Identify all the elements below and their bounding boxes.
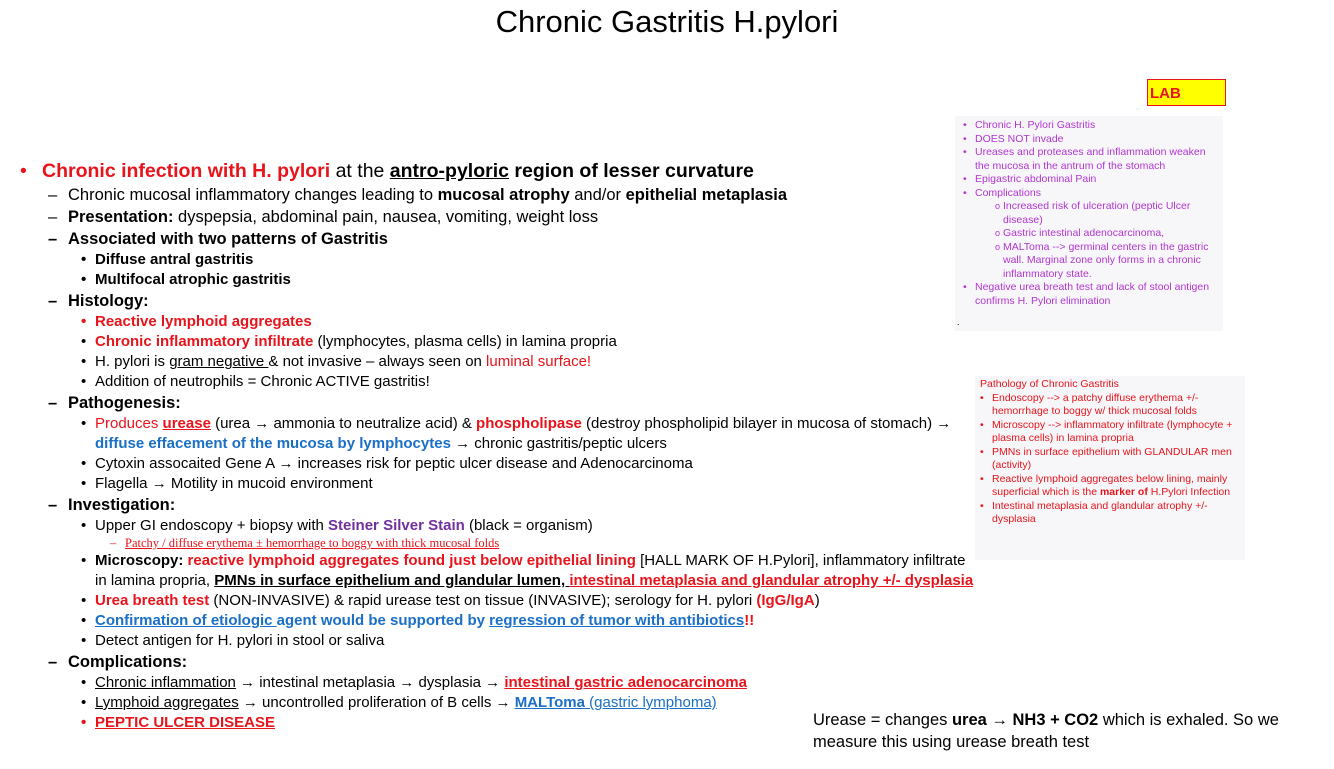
purple-side-note [955, 116, 1223, 331]
outline-sub-bullet: • Detect antigen for H. pylori in stool or saliva [20, 631, 980, 651]
page-title: Chronic Gastritis H.pylori [495, 4, 839, 39]
section-histology: – Histology: [20, 290, 980, 312]
lab-badge: LAB [1147, 79, 1226, 106]
text: (NON-INVASIVE) & rapid urease test on tissue (INVASIVE); serology for H. pylori [209, 592, 757, 609]
text-red-bold: !! [744, 612, 755, 629]
red-note-bold: marker of [1099, 486, 1148, 498]
outline-sub-bullet: • Cytoxin assocaited Gene A → increases risk for peptic ulcer disease and Adenocarcinoma [20, 454, 980, 474]
text: Chronic mucosal inflammatory changes leading to [68, 186, 438, 204]
text: (urea → ammonia to neutralize acid) & [210, 415, 477, 432]
text-red: Produces [95, 415, 163, 432]
outline-sub-bullet [20, 332, 980, 352]
text-underlined: Lymphoid aggregates [95, 694, 239, 711]
text-blue-underlined: Confirmation of etiologic [95, 612, 277, 629]
text: → intestinal metaplasia → dysplasia → [235, 674, 505, 691]
text: (destroy phospholipid bilayer in mucosa of stomach) → [581, 415, 952, 432]
text: [HALL MARK OF H.Pylori], inflammatory infiltrate [635, 552, 966, 569]
text-red-underlined: urease [162, 415, 211, 432]
text-bold: Microscopy: [95, 552, 188, 569]
text: at the [330, 160, 390, 182]
purple-note-subitem: o Gastric intestinal adenocarcinoma, [955, 227, 1223, 241]
text-blue-bold: diffuse effacement of the mucosa by lymphocytes [95, 435, 451, 452]
section-pathogenesis: – Pathogenesis: [20, 392, 980, 414]
outline-sub-bullet: • Flagella → Motility in mucoid environment [20, 474, 980, 494]
section-complications: – Complications: [20, 651, 980, 673]
text-bold: epithelial metaplasia [625, 186, 788, 204]
text: (black = organism) [464, 517, 593, 534]
text: & not invasive – always seen on [268, 353, 487, 370]
outline-sub-sub-item: – Patchy / diffuse erythema ± hemorrhage to boggy with thick mucosal folds [20, 536, 980, 551]
text: and/or [569, 186, 626, 204]
red-note-item: • PMNs in surface epithelium with GLANDULAR men (activity) [975, 446, 1245, 473]
outline-sub-bullet [20, 551, 980, 591]
text-underlined: antro-pyloric [389, 160, 509, 182]
text-red: luminal surface! [486, 353, 592, 370]
text-red-bold-underlined: intestinal metaplasia and glandular atrophy +/- dysplasia [569, 572, 974, 589]
outline-sub-bullet [20, 352, 980, 372]
text-bold: mucosal atrophy [437, 186, 570, 204]
purple-note-subitem: o Increased risk of ulceration (peptic Ulcer disease) [955, 200, 1223, 227]
outline-sub-bullet: • Addition of neutrophils = Chronic ACTIVE gastritis! [20, 372, 980, 392]
text-bold: urea → NH3 + CO2 [951, 711, 1099, 729]
text: H. pylori is [95, 353, 170, 370]
outline-sub-bullet [20, 591, 980, 611]
text-red-bold-underlined: intestinal gastric adenocarcinoma [504, 674, 747, 691]
red-note-text: Reactive lymphoid aggregates below lining, mainly superficial which is the [992, 472, 1228, 498]
outline-sub-bullet: • PEPTIC ULCER DISEASE [20, 713, 980, 733]
main-bullet [20, 158, 980, 184]
outline-sub-bullet: • Diffuse antral gastritis [20, 250, 980, 270]
text-blue-underlined: (gastric lymphoma) [584, 694, 717, 711]
bottom-note [813, 709, 1323, 753]
text-red-bold: Chronic inflammatory infiltrate [95, 333, 314, 350]
purple-note-subitem: o MALToma --> germinal centers in the gastric wall. Marginal zone only forms in a chronic inflammatory state. [955, 241, 1223, 282]
outline-sub-bullet: • Reactive lymphoid aggregates [20, 312, 980, 332]
outline-dash-item [20, 206, 980, 228]
text-blue-bold: agent would be supported by [276, 612, 490, 629]
text: which is exhaled. So we measure this using urease breath test [813, 711, 1279, 751]
outline-dash-item: – Associated with two patterns of Gastritis [20, 228, 980, 250]
text-blue-bold-underlined: MALToma [514, 694, 585, 711]
text-red-bold: Urea breath test [95, 592, 210, 609]
purple-note-item: • Ureases and proteases and inflammation weaken the mucosa in the antrum of the stomach [955, 146, 1223, 173]
text: in lamina propria, [95, 572, 215, 589]
red-note-text: H.Pylori Infection [1150, 486, 1231, 498]
outline-dash-item [20, 184, 980, 206]
red-note-item [975, 473, 1245, 500]
bullet-red-lead: Chronic infection with H. pylori [42, 160, 331, 182]
main-outline [20, 158, 980, 733]
text-underlined: gram negative [169, 353, 269, 370]
red-note-item: • Endoscopy --> a patchy diffuse erythema +/- hemorrhage to boggy w/ thick mucosal folds [975, 392, 1245, 419]
text-underlined: Chronic inflammation [95, 674, 236, 691]
text: Urease = changes [813, 711, 952, 729]
outline-sub-bullet: • Multifocal atrophic gastritis [20, 270, 980, 290]
purple-note-item: • Negative urea breath test and lack of stool antigen confirms H. Pylori elimination [955, 281, 1223, 308]
text: dyspepsia, abdominal pain, nausea, vomiting, weight loss [173, 208, 599, 226]
text-red-bold: (IgG/IgA [756, 592, 815, 609]
text: Upper GI endoscopy + biopsy with [95, 517, 329, 534]
stray-dot: . [957, 317, 960, 327]
purple-note-item: • DOES NOT invade [955, 133, 1223, 147]
text: → chronic gastritis/peptic ulcers [450, 435, 667, 452]
text-red-bold: reactive lymphoid aggregates found just below epithelial lining [187, 552, 636, 569]
text-bold: region of lesser curvature [508, 160, 754, 182]
outline-sub-bullet [20, 516, 980, 536]
red-note-item: • Intestinal metaplasia and glandular atrophy +/- dysplasia [975, 500, 1245, 527]
red-note-header: Pathology of Chronic Gastritis [980, 378, 1119, 390]
text: (lymphocytes, plasma cells) in lamina propria [313, 333, 617, 350]
purple-note-item: • Epigastric abdominal Pain [955, 173, 1223, 187]
text: → uncontrolled proliferation of B cells → [238, 694, 515, 711]
outline-sub-bullet [20, 414, 980, 454]
text-blue-underlined: regression of tumor with antibiotics [489, 612, 745, 629]
text: ) [814, 592, 820, 609]
text-bold-underlined: PMNs in surface epithelium and glandular lumen, [214, 572, 570, 589]
outline-sub-bullet [20, 611, 980, 631]
red-note-item: • Microscopy --> inflammatory infiltrate (lymphocyte + plasma cells) in lamina propria [975, 419, 1245, 446]
section-investigation: – Investigation: [20, 494, 980, 516]
text-purple-bold: Steiner Silver Stain [328, 517, 465, 534]
red-side-note [975, 376, 1245, 560]
text-red-bold: phospholipase [476, 415, 582, 432]
text-bold: Presentation: [68, 208, 174, 226]
outline-sub-bullet [20, 673, 980, 693]
purple-note-item: • Chronic H. Pylori Gastritis [955, 119, 1223, 133]
purple-note-item: • Complications [955, 187, 1223, 201]
